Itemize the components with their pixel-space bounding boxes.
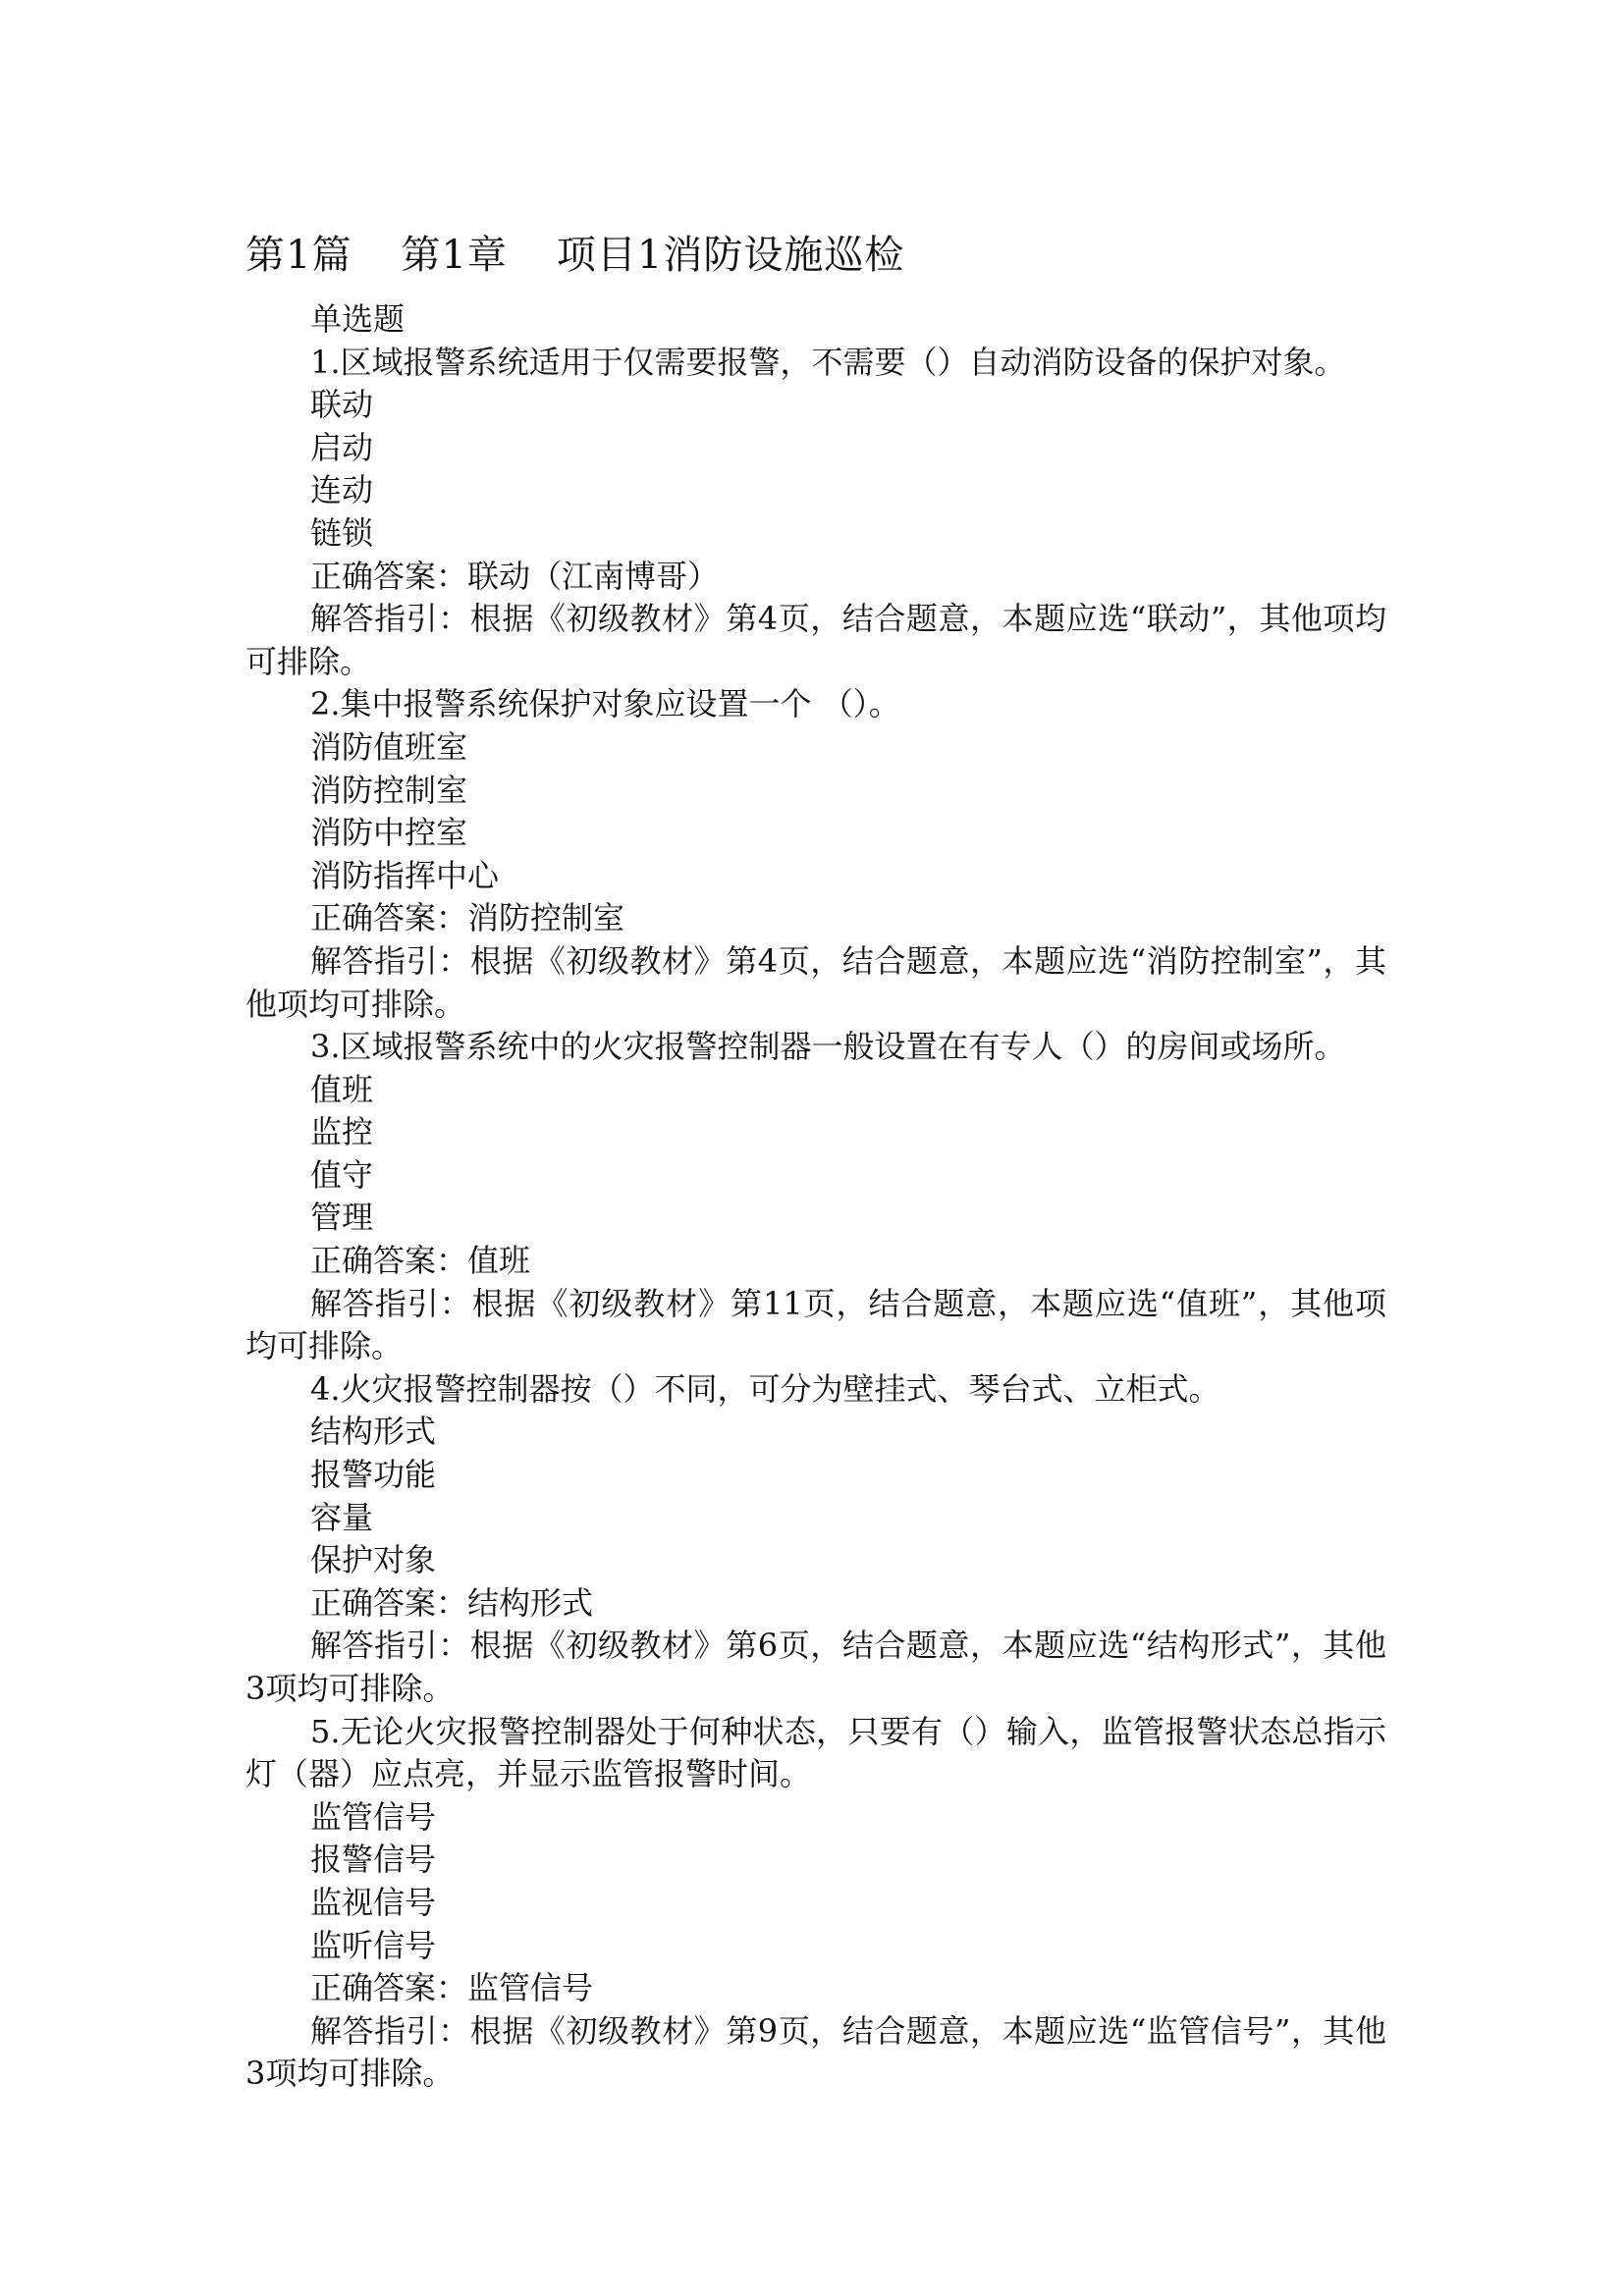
answer-explanation: 解答指引：根据《初级教材》第9页，结合题意，本题应选“监管信号”，其他3项均可排除。 xyxy=(245,2011,1386,2093)
option-a: 消防值班室 xyxy=(310,727,468,766)
question-text: 5.无论火灾报警控制器处于何种状态，只要有（）输入，监管报警状态总指示灯（器）应点亮，并显示监管报警时间。 xyxy=(245,1712,1386,1793)
correct-answer: 正确答案：值班 xyxy=(310,1242,531,1280)
option-b: 报警功能 xyxy=(310,1456,437,1494)
question-options xyxy=(245,384,1386,555)
document-body xyxy=(245,298,1386,2096)
option-a: 结构形式 xyxy=(310,1413,437,1451)
option-b: 监控 xyxy=(310,1113,374,1151)
answer-explanation: 解答指引：根据《初级教材》第4页，结合题意，本题应选“消防控制室”，其他项均可排除。 xyxy=(245,941,1386,1023)
option-b: 报警信号 xyxy=(310,1841,437,1879)
option-d: 监听信号 xyxy=(310,1926,437,1964)
question-options xyxy=(245,1796,1386,1967)
question-options xyxy=(245,1411,1386,1581)
option-d: 消防指挥中心 xyxy=(310,856,500,894)
option-c: 值守 xyxy=(310,1155,374,1194)
correct-answer: 正确答案：联动（江南博哥） xyxy=(310,557,720,595)
question-text: 3.区域报警系统中的火灾报警控制器一般设置在有专人（）的房间或场所。 xyxy=(310,1028,1346,1066)
option-d: 保护对象 xyxy=(310,1541,437,1579)
answer-explanation: 解答指引：根据《初级教材》第4页，结合题意，本题应选“联动”，其他项均可排除。 xyxy=(245,600,1386,680)
question-text: 1.区域报警系统适用于仅需要报警，不需要（）自动消防设备的保护对象。 xyxy=(310,343,1346,381)
title-chapter: 第1章 xyxy=(401,233,508,278)
question-5 xyxy=(245,1711,1386,2096)
option-c: 消防中控室 xyxy=(310,814,468,852)
question-1 xyxy=(245,342,1386,684)
title-part: 第1篇 xyxy=(245,233,352,278)
question-4 xyxy=(245,1368,1386,1711)
page-title xyxy=(245,228,904,283)
option-a: 值班 xyxy=(310,1070,374,1108)
answer-explanation: 解答指引：根据《初级教材》第6页，结合题意，本题应选“结构形式”，其他3项均可排除。 xyxy=(245,1627,1386,1707)
option-c: 连动 xyxy=(310,471,374,509)
option-a: 监管信号 xyxy=(310,1797,437,1836)
answer-explanation: 解答指引：根据《初级教材》第11页，结合题意，本题应选“值班”，其他项均可排除。 xyxy=(245,1284,1386,1365)
option-d: 链锁 xyxy=(310,513,374,552)
option-c: 监视信号 xyxy=(310,1883,437,1921)
question-options xyxy=(245,1069,1386,1240)
option-a: 联动 xyxy=(310,386,374,424)
correct-answer: 正确答案：监管信号 xyxy=(310,1969,594,2007)
title-project: 项目1消防设施巡检 xyxy=(556,233,905,278)
section-label: 单选题 xyxy=(310,300,406,338)
correct-answer: 正确答案：消防控制室 xyxy=(310,899,625,937)
question-options xyxy=(245,726,1386,897)
option-b: 启动 xyxy=(310,428,374,466)
option-c: 容量 xyxy=(310,1498,374,1536)
question-text: 4.火灾报警控制器按（）不同，可分为壁挂式、琴台式、立柜式。 xyxy=(310,1369,1220,1408)
option-d: 管理 xyxy=(310,1199,374,1237)
correct-answer: 正确答案：结构形式 xyxy=(310,1583,594,1622)
question-3 xyxy=(245,1026,1386,1368)
option-b: 消防控制室 xyxy=(310,771,468,809)
question-text: 2.集中报警系统保护对象应设置一个 （）。 xyxy=(310,685,900,723)
question-2 xyxy=(245,683,1386,1026)
